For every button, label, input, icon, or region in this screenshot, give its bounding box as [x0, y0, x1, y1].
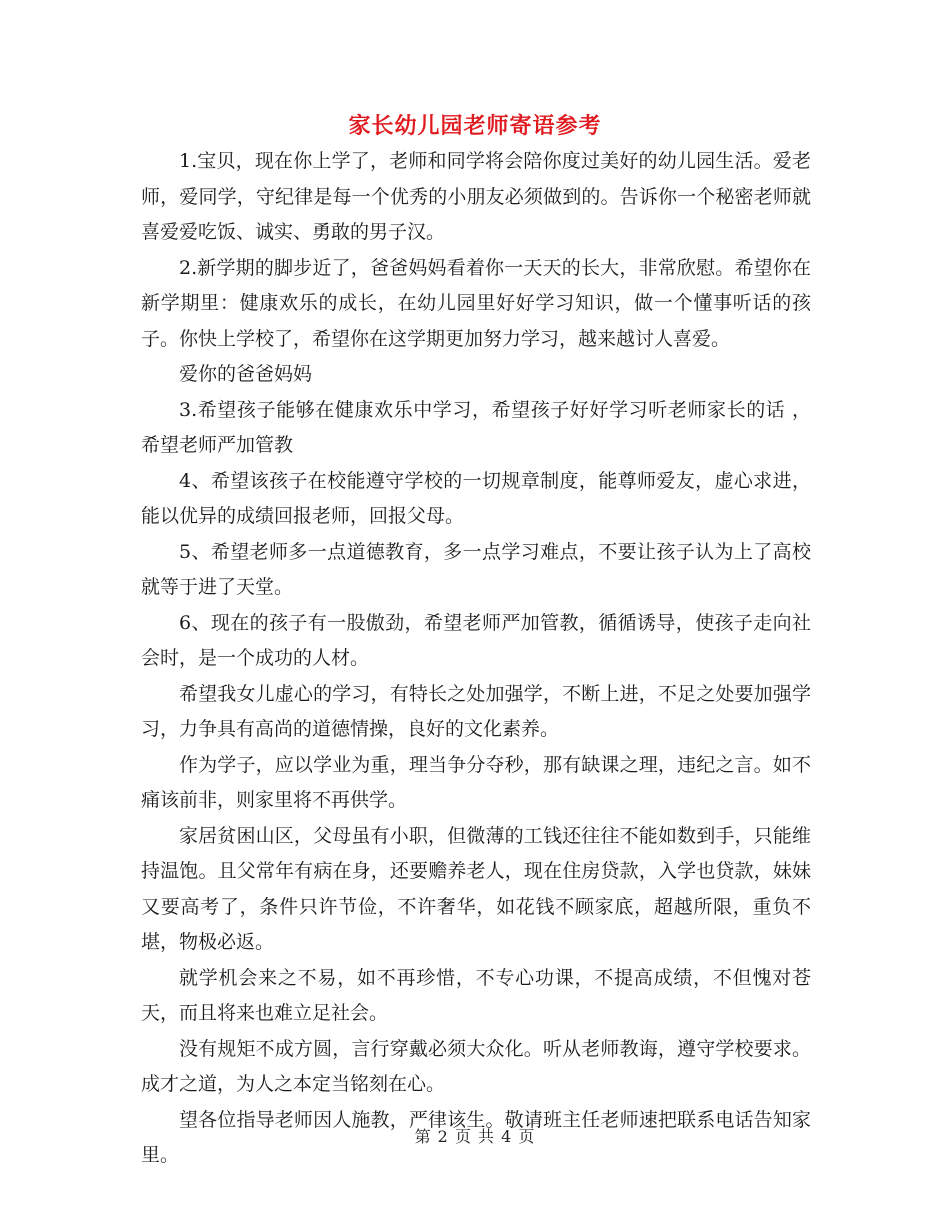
- paragraph-3: 3.希望孩子能够在健康欢乐中学习，希望孩子好好学习听老师家长的话 ，希望老师严加管教: [141, 398, 811, 456]
- paragraph-6: 6、现在的孩子有一股傲劲，希望老师严加管教，循循诱导，使孩子走向社会时，是一个成功的人材。: [141, 611, 811, 669]
- paragraph-signature: 爱你的爸爸妈妈: [179, 363, 313, 385]
- document-title: 家长幼儿园老师寄语参考: [348, 113, 602, 139]
- document-body: [141, 144, 811, 1174]
- paragraph-8: 作为学子，应以学业为重，理当争分夺秒，那有缺课之理，违纪之言。如不痛该前非，则家里将不再供学。: [141, 753, 811, 811]
- paragraph-9: 家居贫困山区，父母虽有小职，但微薄的工钱还往往不能如数到手，只能维持温饱。且父常年有病在身，还要赡养老人，现在住房贷款，入学也贷款，妹妹又要高考了，条件只许节俭，不许奢华，如花钱不顾家底，超越所限，重负不堪，物极必返。: [141, 824, 811, 953]
- paragraph-7: 希望我女儿虚心的学习，有特长之处加强学，不断上进，不足之处要加强学习，力争具有高尚的道德情操，良好的文化素养。: [141, 682, 811, 740]
- paragraph-5: 5、希望老师多一点道德教育，多一点学习难点，不要让孩子认为上了高校就等于进了天堂。: [141, 540, 811, 598]
- page-number-footer: 第 2 页 共 4 页: [414, 1127, 536, 1146]
- paragraph-11: 没有规矩不成方圆，言行穿戴必须大众化。听从老师教诲，遵守学校要求。成才之道，为人之本定当铭刻在心。: [141, 1037, 811, 1095]
- paragraph-2: 2.新学期的脚步近了，爸爸妈妈看着你一天天的长大，非常欣慰。希望你在新学期里：健康欢乐的成长，在幼儿园里好好学习知识，做一个懂事听话的孩子。你快上学校了，希望你在这学期更加努力学习，越来越讨人喜爱。: [141, 256, 811, 350]
- paragraph-10: 就学机会来之不易，如不再珍惜，不专心功课，不提高成绩，不但愧对苍天，而且将来也难立足社会。: [141, 966, 811, 1024]
- paragraph-4: 4、希望该孩子在校能遵守学校的一切规章制度，能尊师爱友，虚心求进，能以优异的成绩回报老师，回报父母。: [141, 469, 811, 527]
- paragraph-12: 望各位指导老师因人施教，严律该生。敬请班主任老师速把联系电话告知家里。: [141, 1108, 811, 1166]
- paragraph-1: 1.宝贝，现在你上学了，老师和同学将会陪你度过美好的幼儿园生活。爱老师，爱同学，守纪律是每一个优秀的小朋友必须做到的。告诉你一个秘密老师就喜爱爱吃饭、诚实、勇敢的男子汉。: [141, 150, 811, 243]
